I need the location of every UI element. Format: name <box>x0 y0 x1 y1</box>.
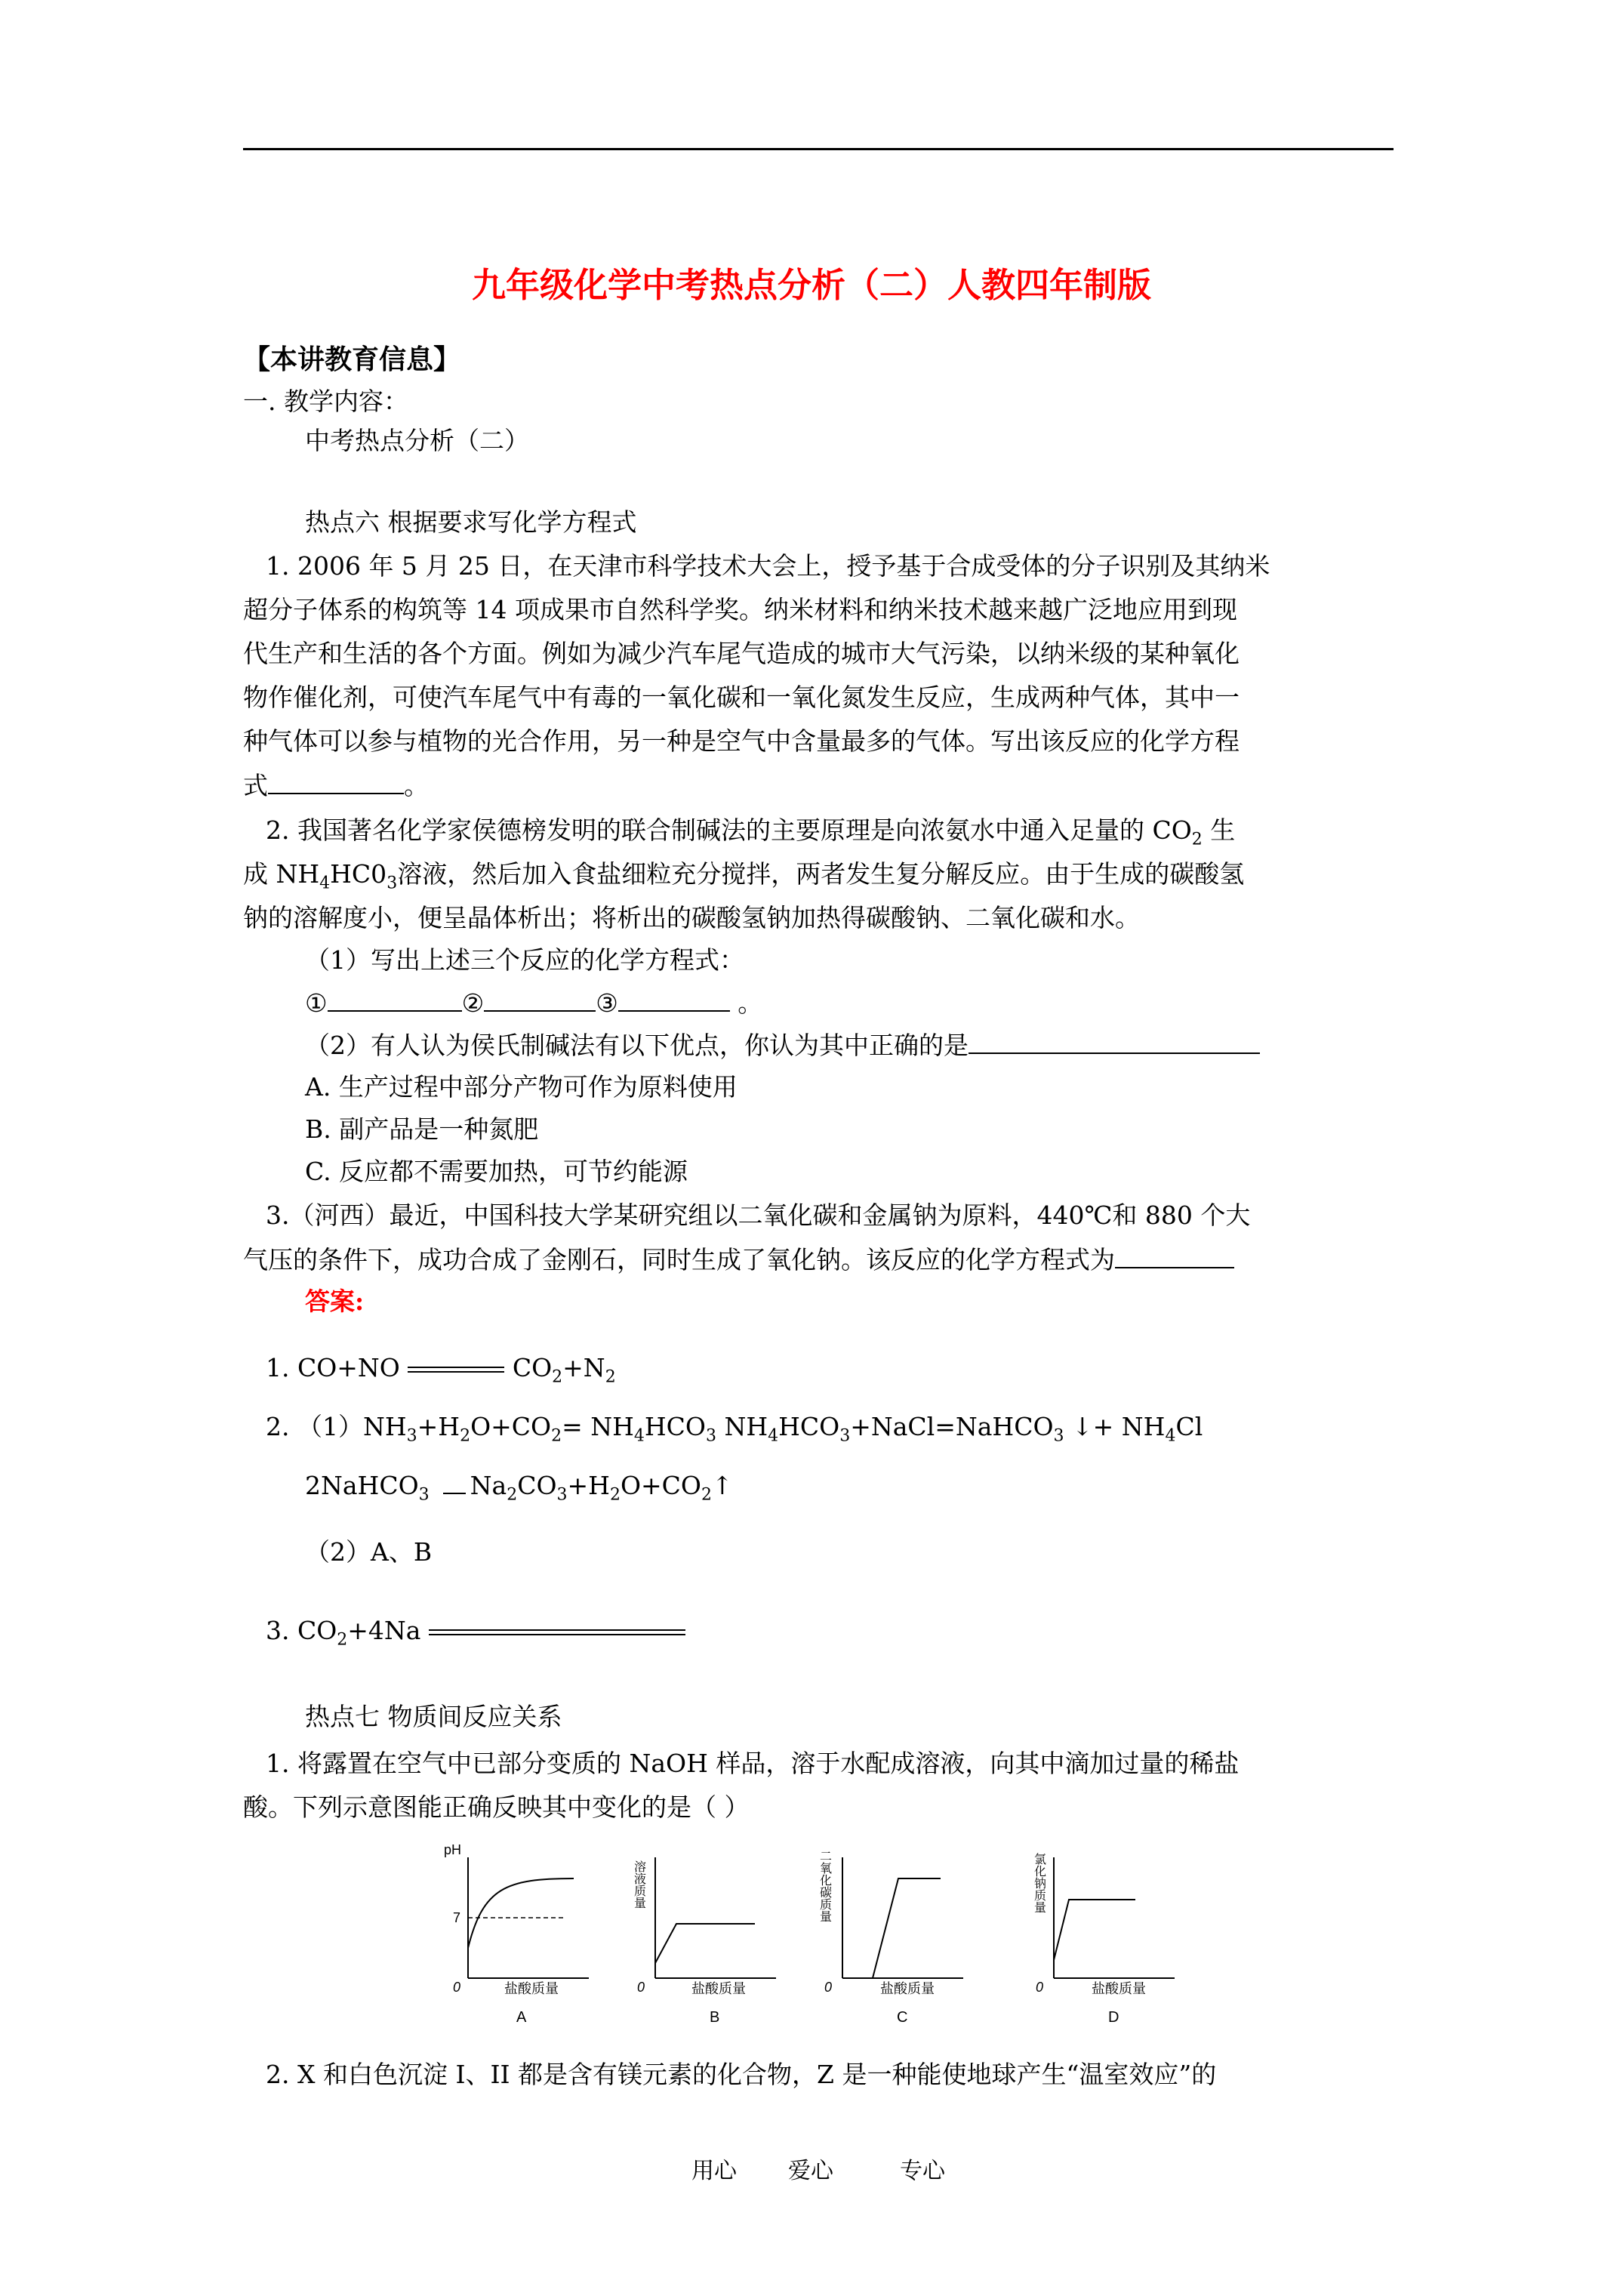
graph-d-ylabel: 氯化钠质量 <box>1032 1853 1046 1913</box>
q1-line-3: 代生产和生活的各个方面。例如为减少汽车尾气造成的城市大气污染，以纳米级的某种氧化 <box>243 639 1240 668</box>
graph-d <box>1033 1853 1175 2026</box>
graph-c-xlabel: 盐酸质量 <box>880 1981 935 1996</box>
section-header: 【本讲教育信息】 <box>243 344 461 375</box>
teaching-content-label: 一. 教学内容： <box>243 387 408 416</box>
q1-line-4: 物作催化剂，可使汽车尾气中有毒的一氧化碳和一氧化氮发生反应，生成两种气体，其中一 <box>243 683 1240 712</box>
graph-b-origin: 0 <box>637 1980 645 1995</box>
graph-d-curve <box>1054 1900 1135 1960</box>
answer-blank <box>484 985 596 1012</box>
equation-sign <box>443 1470 466 1494</box>
graph-a <box>444 1842 589 2026</box>
q2-line-2: 成 $NH_4HC0_3$溶液，然后加入食盐细粒充分搅拌，两者发生复分解反应。由于生成的碳酸氢 <box>243 859 1245 893</box>
graph-d-label: D <box>1108 2009 1119 2026</box>
q1-line-1: 1. 2006 年 5 月 25 日，在天津市科学技术大会上，授予基于合成受体的分子识别及其纳米 <box>266 551 1270 581</box>
q1-line-5: 种气体可以参与植物的光合作用，另一种是空气中含量最多的气体。写出该反应的化学方程 <box>243 726 1240 756</box>
equation-sign <box>429 1629 685 1635</box>
graph-a-ylabel: pH <box>444 1842 462 1857</box>
answer-blank <box>328 985 462 1012</box>
graph-a-origin: 0 <box>453 1980 461 1995</box>
graph-c-ylabel: 二氧化碳质量 <box>818 1850 831 1922</box>
graph-b-curve <box>655 1924 755 1963</box>
graph-b-xlabel: 盐酸质量 <box>691 1981 746 1996</box>
q2-line-3: 钠的溶解度小，便呈晶体析出；将析出的碳酸氢钠加热得碳酸钠、二氧化碳和水。 <box>243 903 1140 932</box>
graph-options <box>438 1842 1193 2031</box>
q3-line-2: 气压的条件下，成功合成了金刚石，同时生成了氧化钠。该反应的化学方程式为 <box>243 1241 1234 1278</box>
answer-label: 答案: <box>305 1287 365 1316</box>
graph-c-origin: 0 <box>824 1980 833 1995</box>
hotspot6-heading: 热点六 根据要求写化学方程式 <box>305 507 637 537</box>
graph-d-origin: 0 <box>1036 1980 1044 1995</box>
answer-blank <box>268 767 404 794</box>
graph-c <box>818 1850 964 2026</box>
q2-option-c: C. 反应都不需要加热，可节约能源 <box>305 1157 688 1186</box>
graph-a-xlabel: 盐酸质量 <box>504 1981 559 1996</box>
graph-c-label: C <box>897 2009 908 2026</box>
footer-3: 专心 <box>900 2158 945 2184</box>
graph-b <box>633 1857 777 2026</box>
graph-b-ylabel: 溶液质量 <box>632 1860 645 1909</box>
answer-1: 1. CO+NO $CO_2+N_2$ <box>266 1353 616 1387</box>
q2-option-b: B. 副产品是一种氮肥 <box>305 1114 539 1144</box>
q1-line-6: 式 。 <box>243 767 429 804</box>
graph-a-label: A <box>516 2009 527 2026</box>
answer-2b: 2NaHCO$_3$ $Na_2CO_3+H_2O+CO_2↑$ <box>305 1471 733 1505</box>
q3-line-1: 3.（河西）最近，中国科技大学某研究组以二氧化碳和金属钠为原料，440℃和 880 个大 <box>266 1200 1251 1230</box>
q2-sub-2: （2）有人认为侯氏制碱法有以下优点，你认为其中正确的是 <box>305 1027 1260 1064</box>
graph-b-label: B <box>710 2009 720 2026</box>
answer-blank <box>618 985 730 1012</box>
teaching-content: 中考热点分析（二） <box>305 426 529 455</box>
answer-2: 2. $(1)NH_3+H_2O+CO_2= NH_4HCO_3$ $NH_4HCO_3+NaCl=NaHCO_3$ ↓+ $NH_4Cl$ <box>266 1412 1203 1446</box>
answer-3: 3. $CO_2+4Na$ <box>266 1613 685 1649</box>
header-rule <box>243 148 1394 150</box>
graph-c-curve <box>842 1878 941 1978</box>
graph-d-xlabel: 盐酸质量 <box>1092 1981 1146 1996</box>
q2-option-a: A. 生产过程中部分产物可作为原料使用 <box>305 1072 738 1102</box>
h7-q1-line-2: 酸。下列示意图能正确反映其中变化的是（ ） <box>243 1792 750 1822</box>
answer-blank <box>1115 1241 1234 1268</box>
hotspot7-heading: 热点七 物质间反应关系 <box>305 1702 562 1731</box>
q2-blanks: ① ② ③ 。 <box>305 985 762 1022</box>
graph-a-curve <box>468 1878 574 1948</box>
h7-q1-line-1: 1. 将露置在空气中已部分变质的 NaOH 样品，溶于水配成溶液，向其中滴加过量的稀盐 <box>266 1749 1240 1778</box>
answer-blank <box>969 1027 1260 1054</box>
q2-line-1: 2. 我国著名化学家侯德榜发明的联合制碱法的主要原理是向浓氨水中通入足量的 $CO_2$ 生 <box>266 815 1236 849</box>
footer-1: 用心 <box>691 2158 737 2184</box>
page-title: 九年级化学中考热点分析（二）人教四年制版 <box>471 265 1151 305</box>
q1-line-2: 超分子体系的构筑等 14 项成果市自然科学奖。纳米材料和纳米技术越来越广泛地应用到现 <box>243 595 1237 624</box>
equation-sign <box>408 1367 504 1373</box>
h7-q2-line-1: 2. X 和白色沉淀 I、II 都是含有镁元素的化合物，Z 是一种能使地球产生“温室效应”的 <box>266 2060 1217 2089</box>
answer-2c: （2）A、B <box>305 1537 433 1567</box>
q2-sub-1: （1）写出上述三个反应的化学方程式： <box>305 945 744 975</box>
footer-2: 爱心 <box>788 2158 833 2184</box>
graph-a-tick-7: 7 <box>453 1910 461 1925</box>
